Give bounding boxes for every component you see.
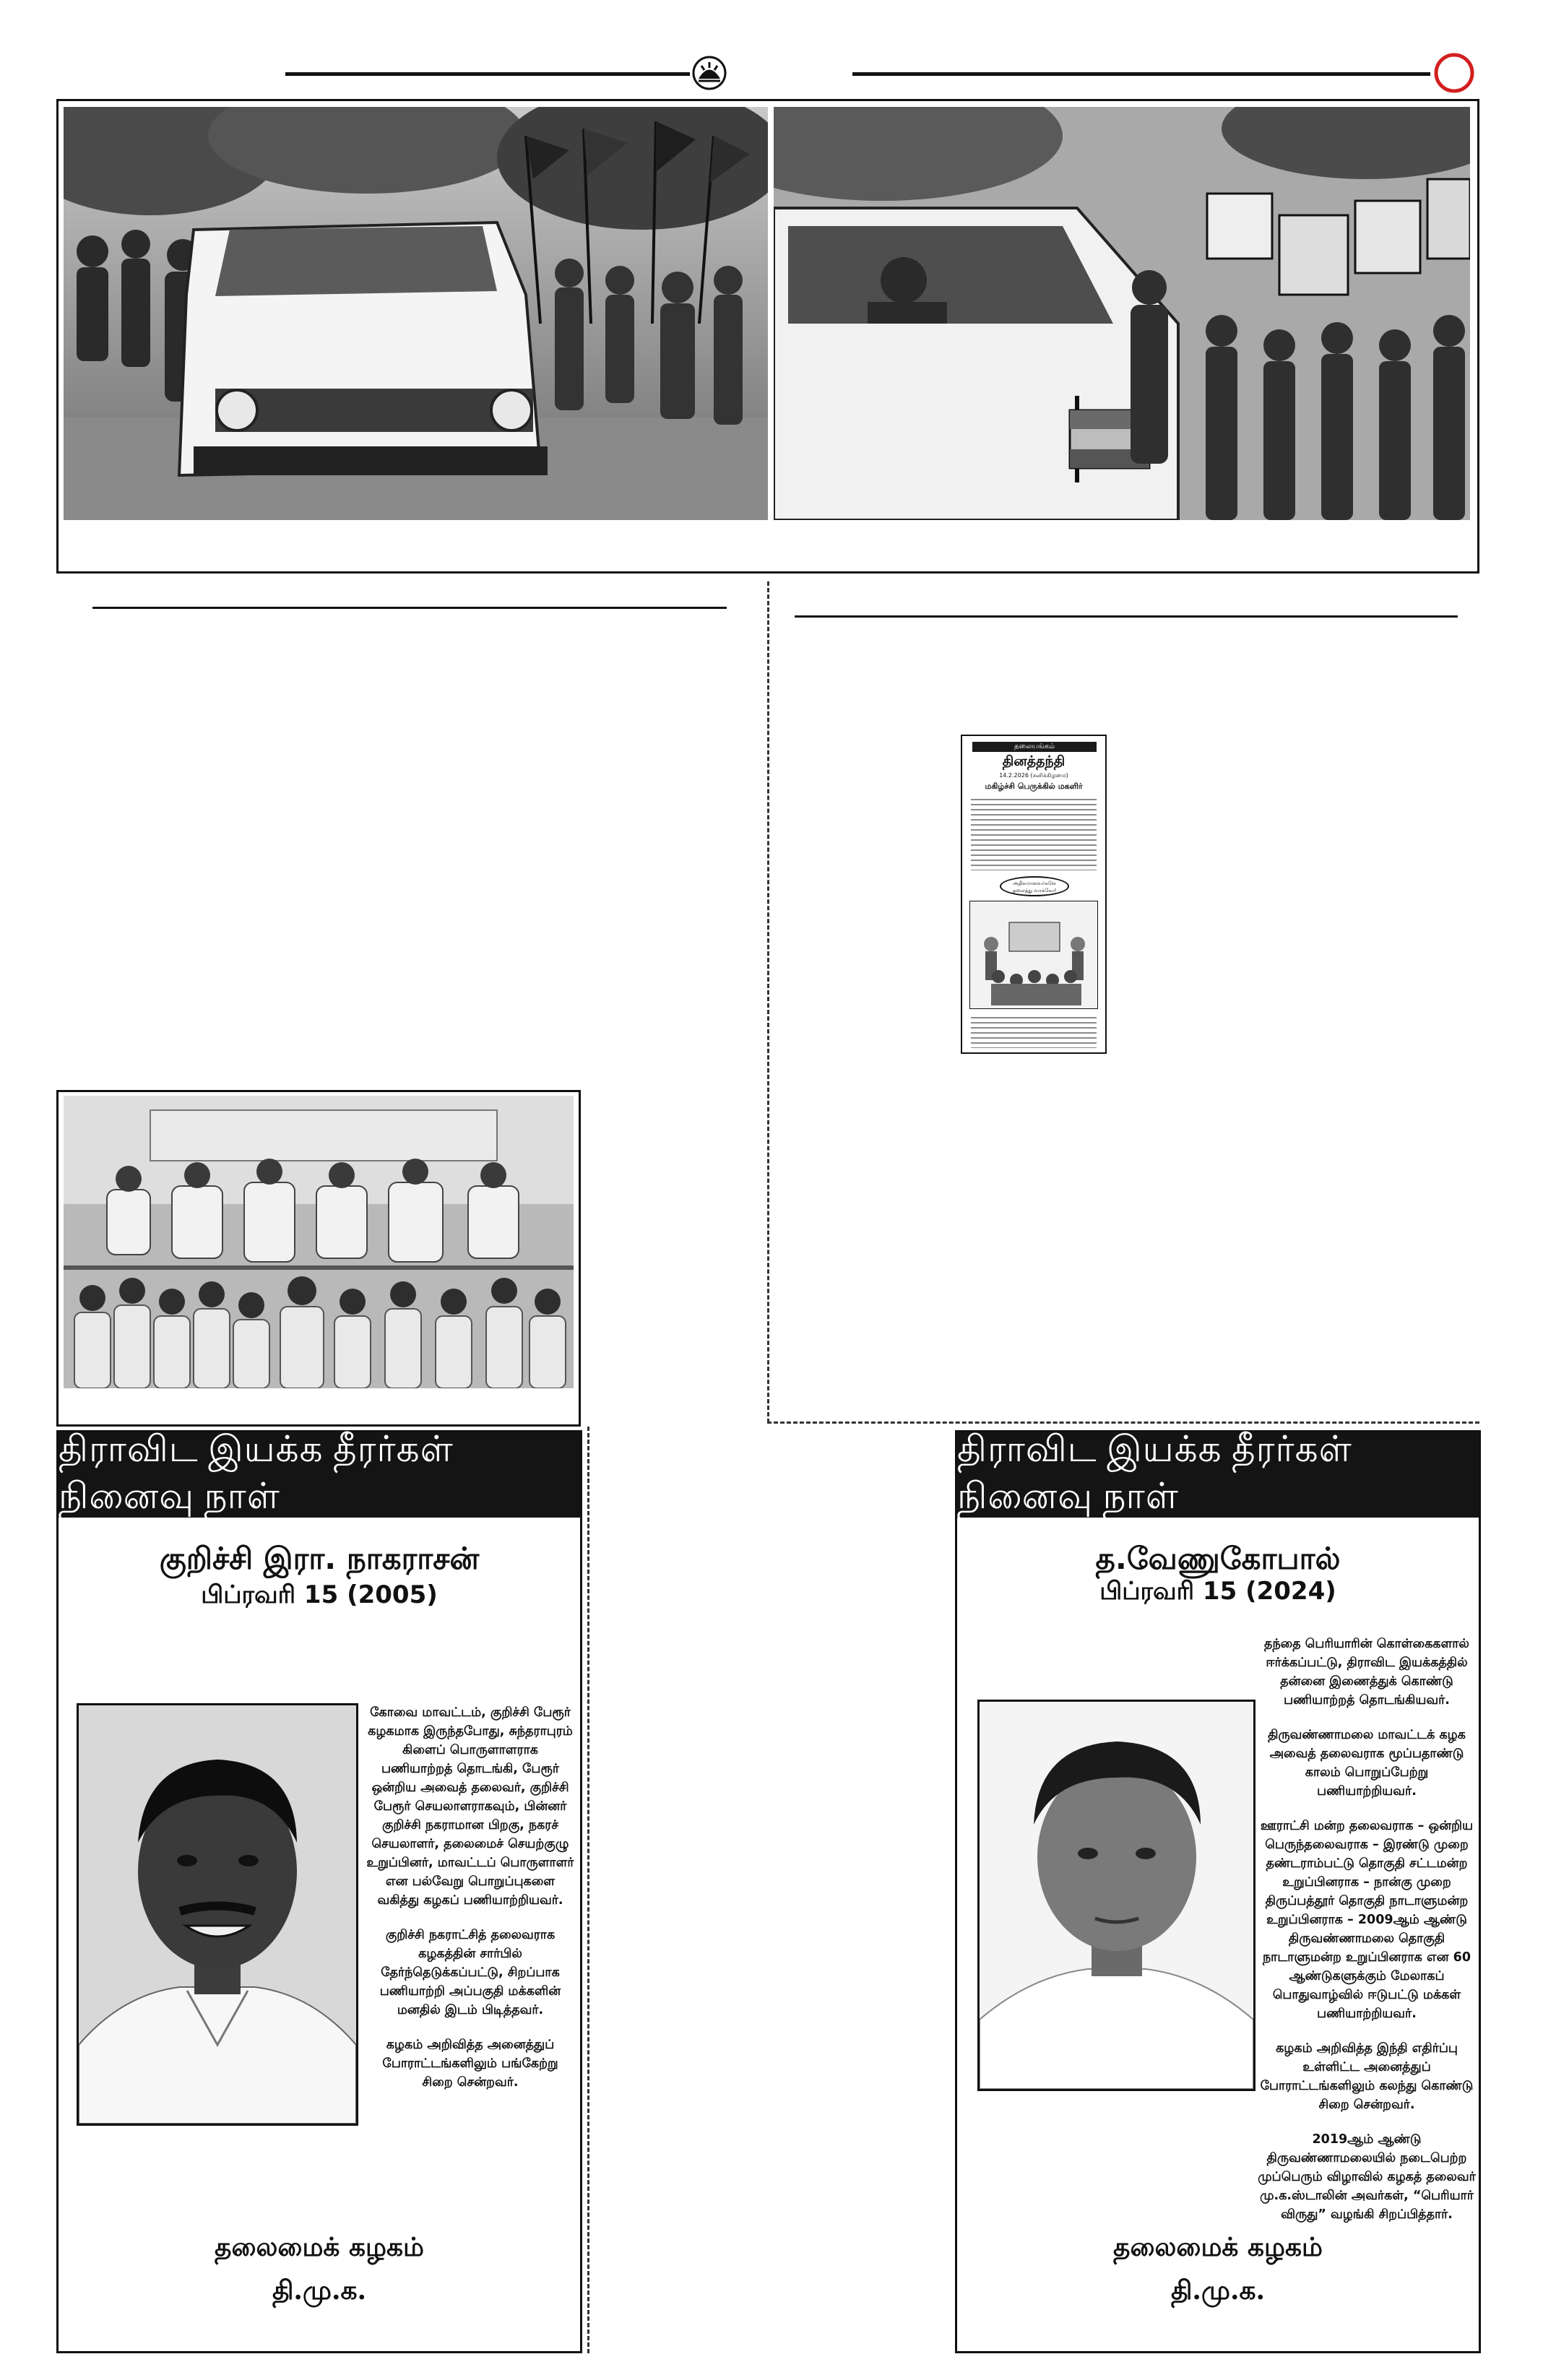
- memorial-sign-right-2: தி.மு.க.: [1170, 2275, 1266, 2306]
- header-rule-right: [852, 72, 1430, 76]
- memorial-bio-left-para-1: கோவை மாவட்டம், குறிச்சி பேரூர் கழகமாக இருந்தபோது, சுந்தராபுரம் கிளைப் பொருளாளராக பணியாற்றத் தொடங்கி, பேரூர் ஒன்றிய அவைத் தலைவர், குறிச்சி பேரூர் செயலாளராகவும், பின்னர் குறிச்சி நகராமான பிறகு, நகரச் செயலாளர், தலைமைச் செயற்குழு உறுப்பினர், மாவட்டப் பொருளாளர் என பல்வேறு பொறுப்புகளை வகித்து கழகப் பணியாற்றியவர்.: [366, 1705, 574, 1908]
- clipping-footer-text: [971, 1013, 1097, 1048]
- clipping-cartoon: [969, 901, 1098, 1009]
- memorial-bio-left-para-2: குறிச்சி நகராட்சித் தலைவராக கழகத்தின் சார்பில் தேர்ந்தெடுக்கப்பட்டு, சிறப்பாக பணியாற்றி அப்பகுதி மக்களின் மனதில் இடம் பிடித்தவர்.: [379, 1928, 561, 2017]
- memorial-box-left: [56, 1430, 582, 2353]
- column-divider-lower: [587, 1427, 589, 2353]
- memorial-bio-right-para-5: 2019ஆம் ஆண்டு திருவண்ணாமலையில் நடைபெற்ற முப்பெரும் விழாவில் கழகத் தலைவர் மு.க.ஸ்டாலின் அவர்கள், “பெரியார் விருது” வழங்கி சிறப்பித்தார்.: [1258, 2132, 1476, 2222]
- memorial-portrait-left: [77, 1703, 358, 2126]
- clipping-masthead: தினத்தந்தி: [1002, 753, 1066, 769]
- column-divider-upper: [767, 581, 769, 1423]
- circle-mark-icon: [1432, 52, 1477, 94]
- memorial-name-left: குறிச்சி இரா. நாகராசன்: [159, 1541, 480, 1576]
- memorial-date-left: பிப்ரவரி 15 (2005): [201, 1580, 438, 1609]
- memorial-bio-right-para-2: திருவண்ணாமலை மாவட்டக் கழக அவைத் தலைவராக மூப்பதாண்டு காலம் பொறுப்பேற்று பணியாற்றியவர்.: [1268, 1728, 1466, 1799]
- clipping-date: 14.2.2026 (சனிக்கிழமை): [999, 772, 1068, 779]
- memorial-date-right: பிப்ரவரி 15 (2024): [1099, 1577, 1336, 1606]
- left-column-rule: [92, 607, 727, 609]
- memorial-bio-right-para-1: தந்தை பெரியாரின் கொள்கைகளால் ஈர்க்கப்பட்டு, திராவிட இயக்கத்தில் தன்னை இணைத்துக் கொண்டு பணியாற்றத் தொடங்கியவர்.: [1264, 1637, 1469, 1708]
- section-divider: [767, 1421, 1479, 1424]
- convoy-vehicle-with-party-flags-photo: [64, 107, 768, 520]
- memorial-sign-right-1: தலைமைக் கழகம்: [1113, 2232, 1323, 2262]
- memorial-bio-left-para-3: கழகம் அறிவித்த அனைத்துப் போராட்டங்களிலும் பங்கேற்று சிறை சென்றவர்.: [382, 2038, 558, 2090]
- memorial-box-right: [955, 1430, 1481, 2353]
- memorial-banner-left: திராவிட இயக்க தீரர்கள் நினைவு நாள்: [59, 1432, 580, 1518]
- memorial-bio-right-para-4: கழகம் அறிவித்த இந்தி எதிர்ப்பு உள்ளிட்ட அனைத்துப் போராட்டங்களிலும் கலந்து கொண்டு சிறை சென்றவர்.: [1260, 2041, 1474, 2112]
- memorial-portrait-right: [977, 1700, 1255, 2091]
- clipping-body-text: [971, 795, 1097, 870]
- meeting-stage-and-audience-photo: [64, 1096, 574, 1388]
- header-rule-left: [285, 72, 690, 76]
- memorial-bio-right: [1255, 1635, 1479, 2240]
- right-column-rule: [795, 615, 1458, 618]
- rising-sun-emblem-icon: [691, 55, 727, 91]
- memorial-sign-left-1: தலைமைக் கழகம்: [215, 2232, 424, 2262]
- memorial-name-right: த.வேணுகோபால்: [1095, 1541, 1341, 1576]
- memorial-banner-right: திராவிட இயக்க தீரர்கள் நினைவு நாள்: [957, 1432, 1479, 1518]
- clipping-label: தலையங்கம்: [972, 742, 1097, 752]
- memorial-sign-left-2: தி.மு.க.: [272, 2275, 367, 2306]
- memorial-bio-right-para-3: ஊராட்சி மன்ற தலைவராக – ஒன்றிய பெருந்தலைவராக – இரண்டு முறை தண்டராம்பட்டு தொகுதி சட்டமன்ற உறுப்பினராக – நான்கு முறை திருப்பத்தூர் தொகுதி நாடாளுமன்ற உறுப்பினராக – 2009ஆம் ஆண்டு திருவண்ணாமலை தொகுதி நாடாளுமன்ற உறுப்பினராக என 60 ஆண்டுகளுக்கும் மேலாகப் பொதுவாழ்வில் ஈடுபட்டு மக்கள் பணியாற்றியவர்.: [1260, 1819, 1474, 2021]
- memorial-bio-left: [366, 1703, 575, 2108]
- newspaper-clipping: [961, 735, 1107, 1054]
- clipping-speech-bubble: அதிகமானவர்களே தலைத்து வாக்கோ!: [1000, 876, 1069, 896]
- leader-in-car-greeting-crowd-photo: [774, 107, 1470, 520]
- clipping-headline: மகிழ்ச்சி பெருக்கில் மகளிர்: [985, 782, 1083, 791]
